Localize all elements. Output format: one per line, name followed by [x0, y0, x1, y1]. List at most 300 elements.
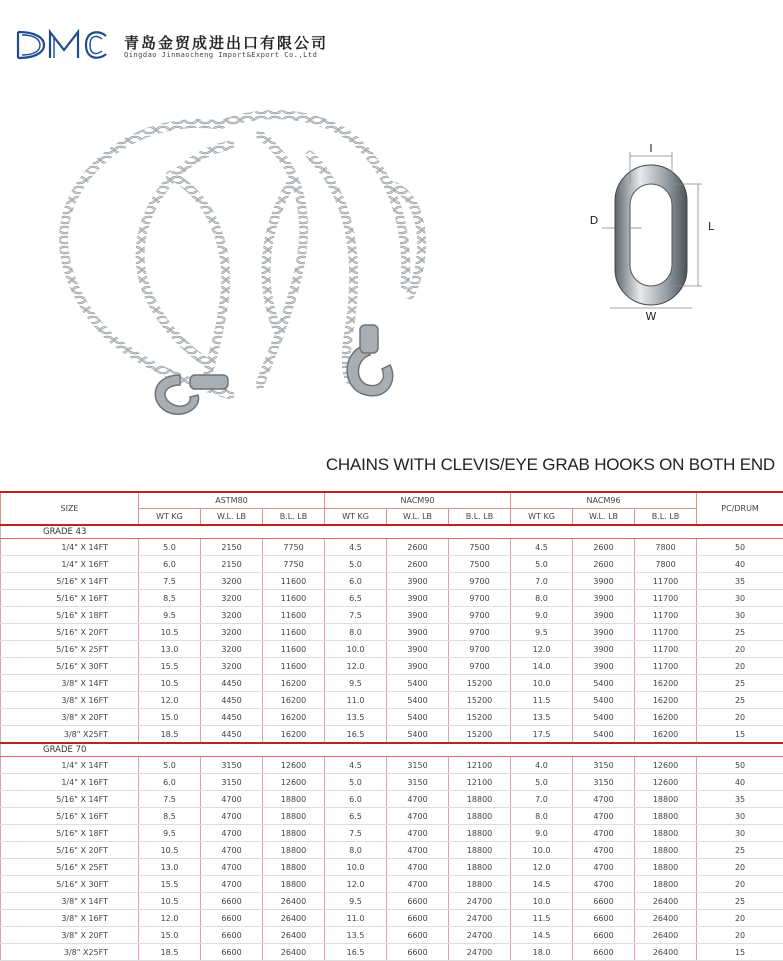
value-cell: 5400: [573, 692, 635, 709]
value-cell: 4700: [573, 825, 635, 842]
table-row: [1, 808, 783, 825]
value-cell: 30: [697, 590, 783, 607]
value-cell: 26400: [263, 893, 325, 910]
value-cell: 18800: [263, 842, 325, 859]
value-cell: 4700: [387, 842, 449, 859]
chain-with-grab-hooks-photo: [30, 95, 450, 435]
value-cell: 11.5: [511, 692, 573, 709]
value-cell: 14.5: [511, 876, 573, 893]
value-cell: 12.0: [139, 692, 201, 709]
size-cell: 1/4" X 16FT: [1, 556, 139, 573]
subheader-bl: B.L. LB: [263, 509, 325, 526]
value-cell: 6.5: [325, 808, 387, 825]
value-cell: 3150: [387, 774, 449, 791]
value-cell: 40: [697, 556, 783, 573]
value-cell: 12600: [263, 757, 325, 774]
size-cell: 3/8" X25FT: [1, 944, 139, 961]
value-cell: 3200: [201, 624, 263, 641]
value-cell: 7750: [263, 556, 325, 573]
value-cell: 26400: [635, 927, 697, 944]
table-row: [1, 910, 783, 927]
value-cell: 5400: [573, 675, 635, 692]
value-cell: 3150: [201, 757, 263, 774]
value-cell: 11600: [263, 573, 325, 590]
size-cell: 5/16" X 20FT: [1, 624, 139, 641]
value-cell: 25: [697, 675, 783, 692]
value-cell: 26400: [635, 910, 697, 927]
value-cell: 14.0: [511, 658, 573, 675]
value-cell: 12.0: [511, 859, 573, 876]
company-header: [14, 26, 374, 66]
size-cell: 3/8" X 16FT: [1, 910, 139, 927]
value-cell: 3900: [387, 641, 449, 658]
value-cell: 16200: [635, 709, 697, 726]
value-cell: 16200: [263, 675, 325, 692]
value-cell: 10.0: [511, 842, 573, 859]
value-cell: 26400: [263, 910, 325, 927]
size-cell: 5/16" X 30FT: [1, 876, 139, 893]
value-cell: 4700: [201, 859, 263, 876]
dimension-label-i: I: [649, 142, 652, 155]
value-cell: 12.0: [139, 910, 201, 927]
value-cell: 18800: [263, 859, 325, 876]
value-cell: 2600: [573, 539, 635, 556]
value-cell: 9700: [449, 607, 511, 624]
table-row: [1, 791, 783, 808]
value-cell: 16.5: [325, 726, 387, 744]
value-cell: 4700: [573, 859, 635, 876]
value-cell: 15200: [449, 709, 511, 726]
value-cell: 18.0: [511, 944, 573, 961]
value-cell: 15: [697, 944, 783, 961]
value-cell: 26400: [635, 944, 697, 961]
value-cell: 5.0: [139, 539, 201, 556]
subheader-wt: WT KG: [139, 509, 201, 526]
value-cell: 40: [697, 774, 783, 791]
value-cell: 3200: [201, 573, 263, 590]
value-cell: 6600: [573, 927, 635, 944]
value-cell: 18800: [635, 808, 697, 825]
size-cell: 3/8" X 16FT: [1, 692, 139, 709]
value-cell: 7.5: [325, 825, 387, 842]
value-cell: 18800: [449, 876, 511, 893]
table-row: [1, 709, 783, 726]
value-cell: 6600: [201, 893, 263, 910]
value-cell: 7.0: [511, 573, 573, 590]
value-cell: 5400: [573, 726, 635, 744]
value-cell: 20: [697, 927, 783, 944]
table-row: [1, 573, 783, 590]
value-cell: 9.5: [139, 607, 201, 624]
value-cell: 12.0: [325, 876, 387, 893]
value-cell: 3200: [201, 607, 263, 624]
table-row: [1, 774, 783, 791]
size-cell: 5/16" X 20FT: [1, 842, 139, 859]
subheader-wl: W.L. LB: [387, 509, 449, 526]
value-cell: 7.0: [511, 791, 573, 808]
size-cell: 1/4" X 14FT: [1, 757, 139, 774]
size-cell: 5/16" X 18FT: [1, 825, 139, 842]
value-cell: 3150: [573, 757, 635, 774]
value-cell: 6.0: [139, 556, 201, 573]
value-cell: 15.0: [139, 709, 201, 726]
value-cell: 50: [697, 539, 783, 556]
company-name-cn: 青岛金贸成进出口有限公司: [124, 32, 328, 53]
value-cell: 12600: [635, 774, 697, 791]
value-cell: 15.5: [139, 658, 201, 675]
value-cell: 3150: [387, 757, 449, 774]
table-row: [1, 757, 783, 774]
value-cell: 20: [697, 658, 783, 675]
value-cell: 4700: [201, 842, 263, 859]
value-cell: 6600: [387, 910, 449, 927]
value-cell: 8.0: [511, 590, 573, 607]
value-cell: 16200: [635, 726, 697, 744]
value-cell: 12.0: [511, 641, 573, 658]
value-cell: 18.5: [139, 726, 201, 744]
spec-table: [0, 491, 783, 961]
value-cell: 6600: [573, 944, 635, 961]
size-cell: 5/16" X 14FT: [1, 791, 139, 808]
group-header-astm80: ASTM80: [139, 492, 325, 509]
size-cell: 1/4" X 14FT: [1, 539, 139, 556]
size-cell: 5/16" X 16FT: [1, 590, 139, 607]
value-cell: 11.0: [325, 910, 387, 927]
value-cell: 6600: [387, 944, 449, 961]
value-cell: 26400: [635, 893, 697, 910]
value-cell: 18800: [263, 825, 325, 842]
value-cell: 17.5: [511, 726, 573, 744]
value-cell: 3200: [201, 641, 263, 658]
size-cell: 5/16" X 14FT: [1, 573, 139, 590]
value-cell: 2600: [387, 539, 449, 556]
value-cell: 16200: [263, 709, 325, 726]
dimension-label-w: W: [646, 310, 657, 323]
value-cell: 4450: [201, 709, 263, 726]
size-cell: 3/8" X 14FT: [1, 675, 139, 692]
value-cell: 4700: [387, 791, 449, 808]
value-cell: 16200: [263, 726, 325, 744]
size-cell: 5/16" X 18FT: [1, 607, 139, 624]
value-cell: 15.0: [139, 927, 201, 944]
value-cell: 35: [697, 791, 783, 808]
value-cell: 9.5: [139, 825, 201, 842]
value-cell: 30: [697, 825, 783, 842]
value-cell: 7500: [449, 556, 511, 573]
value-cell: 4.5: [325, 757, 387, 774]
value-cell: 26400: [263, 944, 325, 961]
value-cell: 5400: [387, 709, 449, 726]
value-cell: 8.5: [139, 808, 201, 825]
value-cell: 4700: [573, 842, 635, 859]
value-cell: 18800: [263, 808, 325, 825]
value-cell: 30: [697, 808, 783, 825]
value-cell: 3900: [573, 658, 635, 675]
table-row: [1, 624, 783, 641]
value-cell: 10.0: [325, 859, 387, 876]
value-cell: 18800: [635, 876, 697, 893]
value-cell: 11.0: [325, 692, 387, 709]
value-cell: 12600: [635, 757, 697, 774]
value-cell: 13.5: [325, 927, 387, 944]
value-cell: 15200: [449, 692, 511, 709]
value-cell: 10.0: [511, 893, 573, 910]
value-cell: 3900: [387, 607, 449, 624]
group-header-nacm96: NACM96: [511, 492, 697, 509]
value-cell: 7800: [635, 556, 697, 573]
table-row: [1, 590, 783, 607]
value-cell: 18800: [635, 859, 697, 876]
size-header: SIZE: [1, 492, 139, 525]
size-cell: 3/8" X25FT: [1, 726, 139, 744]
value-cell: 30: [697, 607, 783, 624]
value-cell: 12.0: [325, 658, 387, 675]
table-row: [1, 726, 783, 744]
value-cell: 3150: [573, 774, 635, 791]
value-cell: 18800: [449, 859, 511, 876]
company-name-en: Qingdao Jinmaocheng Import&Export Co.,Ltd: [124, 51, 317, 59]
value-cell: 9.5: [325, 893, 387, 910]
value-cell: 5400: [387, 692, 449, 709]
value-cell: 18800: [263, 791, 325, 808]
value-cell: 7.5: [139, 791, 201, 808]
value-cell: 5400: [387, 675, 449, 692]
subheader-bl: B.L. LB: [449, 509, 511, 526]
value-cell: 12100: [449, 774, 511, 791]
value-cell: 50: [697, 757, 783, 774]
value-cell: 13.5: [511, 709, 573, 726]
value-cell: 5.0: [325, 556, 387, 573]
value-cell: 3900: [387, 573, 449, 590]
value-cell: 3900: [387, 658, 449, 675]
value-cell: 9.5: [325, 675, 387, 692]
value-cell: 3200: [201, 658, 263, 675]
value-cell: 4700: [201, 876, 263, 893]
value-cell: 8.0: [511, 808, 573, 825]
table-row: [1, 556, 783, 573]
value-cell: 6.0: [139, 774, 201, 791]
value-cell: 7.5: [325, 607, 387, 624]
value-cell: 16200: [263, 692, 325, 709]
value-cell: 11.5: [511, 910, 573, 927]
value-cell: 4700: [201, 791, 263, 808]
value-cell: 11600: [263, 641, 325, 658]
grade-row: [1, 743, 783, 757]
size-cell: 5/16" X 30FT: [1, 658, 139, 675]
group-header-nacm90: NACM90: [325, 492, 511, 509]
value-cell: 10.5: [139, 624, 201, 641]
value-cell: 9700: [449, 658, 511, 675]
value-cell: 7500: [449, 539, 511, 556]
table-row: [1, 927, 783, 944]
value-cell: 18800: [449, 825, 511, 842]
value-cell: 11700: [635, 590, 697, 607]
value-cell: 4700: [387, 808, 449, 825]
value-cell: 11600: [263, 658, 325, 675]
value-cell: 6.5: [325, 590, 387, 607]
grade-row: [1, 525, 783, 539]
value-cell: 12600: [263, 774, 325, 791]
value-cell: 5.0: [511, 556, 573, 573]
table-row: [1, 842, 783, 859]
spec-table-body: [1, 525, 783, 961]
value-cell: 9700: [449, 624, 511, 641]
value-cell: 25: [697, 624, 783, 641]
value-cell: 13.0: [139, 641, 201, 658]
value-cell: 16.5: [325, 944, 387, 961]
size-cell: 5/16" X 16FT: [1, 808, 139, 825]
value-cell: 6600: [201, 910, 263, 927]
value-cell: 4700: [387, 876, 449, 893]
value-cell: 8.0: [325, 842, 387, 859]
value-cell: 2150: [201, 556, 263, 573]
value-cell: 3900: [573, 590, 635, 607]
table-row: [1, 825, 783, 842]
value-cell: 24700: [449, 927, 511, 944]
value-cell: 3900: [387, 624, 449, 641]
grade-label: GRADE 43: [1, 525, 783, 539]
table-row: [1, 944, 783, 961]
value-cell: 9.0: [511, 607, 573, 624]
value-cell: 5.0: [325, 774, 387, 791]
value-cell: 4450: [201, 726, 263, 744]
value-cell: 16200: [635, 675, 697, 692]
value-cell: 5400: [573, 709, 635, 726]
value-cell: 11700: [635, 641, 697, 658]
value-cell: 4700: [201, 825, 263, 842]
value-cell: 11600: [263, 624, 325, 641]
subheader-wt: WT KG: [511, 509, 573, 526]
table-row: [1, 675, 783, 692]
table-row: [1, 893, 783, 910]
value-cell: 5400: [387, 726, 449, 744]
value-cell: 3150: [201, 774, 263, 791]
value-cell: 20: [697, 859, 783, 876]
table-row: [1, 607, 783, 624]
value-cell: 4.0: [511, 757, 573, 774]
value-cell: 10.5: [139, 675, 201, 692]
product-title: CHAINS WITH CLEVIS/EYE GRAB HOOKS ON BOTH END: [0, 455, 775, 475]
value-cell: 18800: [449, 842, 511, 859]
value-cell: 8.5: [139, 590, 201, 607]
value-cell: 13.0: [139, 859, 201, 876]
value-cell: 11700: [635, 624, 697, 641]
value-cell: 3900: [387, 590, 449, 607]
dimension-label-l: L: [708, 220, 715, 233]
value-cell: 11700: [635, 573, 697, 590]
dimension-label-d: D: [590, 214, 598, 227]
value-cell: 5.0: [139, 757, 201, 774]
value-cell: 18.5: [139, 944, 201, 961]
value-cell: 6600: [201, 927, 263, 944]
value-cell: 11700: [635, 658, 697, 675]
value-cell: 3900: [573, 607, 635, 624]
value-cell: 4450: [201, 692, 263, 709]
table-row: [1, 859, 783, 876]
value-cell: 10.0: [325, 641, 387, 658]
size-cell: 5/16" X 25FT: [1, 641, 139, 658]
value-cell: 25: [697, 842, 783, 859]
value-cell: 20: [697, 910, 783, 927]
value-cell: 20: [697, 876, 783, 893]
value-cell: 4700: [387, 825, 449, 842]
value-cell: 18800: [263, 876, 325, 893]
subheader-wt: WT KG: [325, 509, 387, 526]
value-cell: 18800: [635, 825, 697, 842]
value-cell: 9.5: [511, 624, 573, 641]
value-cell: 15: [697, 726, 783, 744]
value-cell: 18800: [635, 842, 697, 859]
value-cell: 6600: [573, 910, 635, 927]
value-cell: 10.5: [139, 842, 201, 859]
value-cell: 24700: [449, 944, 511, 961]
value-cell: 15.5: [139, 876, 201, 893]
value-cell: 7800: [635, 539, 697, 556]
size-cell: 5/16" X 25FT: [1, 859, 139, 876]
value-cell: 18800: [449, 791, 511, 808]
value-cell: 20: [697, 641, 783, 658]
table-row: [1, 539, 783, 556]
chain-link-dimension-diagram: [580, 140, 730, 325]
subheader-wl: W.L. LB: [573, 509, 635, 526]
value-cell: 4700: [573, 808, 635, 825]
size-cell: 3/8" X 20FT: [1, 709, 139, 726]
value-cell: 9700: [449, 590, 511, 607]
value-cell: 9700: [449, 573, 511, 590]
pc-drum-header: PC/DRUM: [697, 492, 783, 525]
value-cell: 16200: [635, 692, 697, 709]
value-cell: 2600: [573, 556, 635, 573]
value-cell: 35: [697, 573, 783, 590]
grade-label: GRADE 70: [1, 743, 783, 757]
value-cell: 3900: [573, 641, 635, 658]
value-cell: 9700: [449, 641, 511, 658]
value-cell: 5.0: [511, 774, 573, 791]
value-cell: 24700: [449, 893, 511, 910]
table-row: [1, 876, 783, 893]
value-cell: 2600: [387, 556, 449, 573]
value-cell: 3900: [573, 624, 635, 641]
size-cell: 3/8" X 14FT: [1, 893, 139, 910]
value-cell: 18800: [449, 808, 511, 825]
value-cell: 7750: [263, 539, 325, 556]
value-cell: 24700: [449, 910, 511, 927]
value-cell: 9.0: [511, 825, 573, 842]
value-cell: 7.5: [139, 573, 201, 590]
size-cell: 1/4" X 16FT: [1, 774, 139, 791]
value-cell: 4450: [201, 675, 263, 692]
value-cell: 6.0: [325, 573, 387, 590]
value-cell: 2150: [201, 539, 263, 556]
value-cell: 4700: [573, 876, 635, 893]
value-cell: 6600: [573, 893, 635, 910]
value-cell: 10.5: [139, 893, 201, 910]
value-cell: 11600: [263, 590, 325, 607]
size-cell: 3/8" X 20FT: [1, 927, 139, 944]
value-cell: 6.0: [325, 791, 387, 808]
value-cell: 15200: [449, 675, 511, 692]
value-cell: 4.5: [325, 539, 387, 556]
value-cell: 6600: [387, 927, 449, 944]
value-cell: 8.0: [325, 624, 387, 641]
value-cell: 6600: [387, 893, 449, 910]
value-cell: 15200: [449, 726, 511, 744]
value-cell: 4700: [573, 791, 635, 808]
value-cell: 3200: [201, 590, 263, 607]
value-cell: 11600: [263, 607, 325, 624]
value-cell: 12100: [449, 757, 511, 774]
value-cell: 4700: [387, 859, 449, 876]
